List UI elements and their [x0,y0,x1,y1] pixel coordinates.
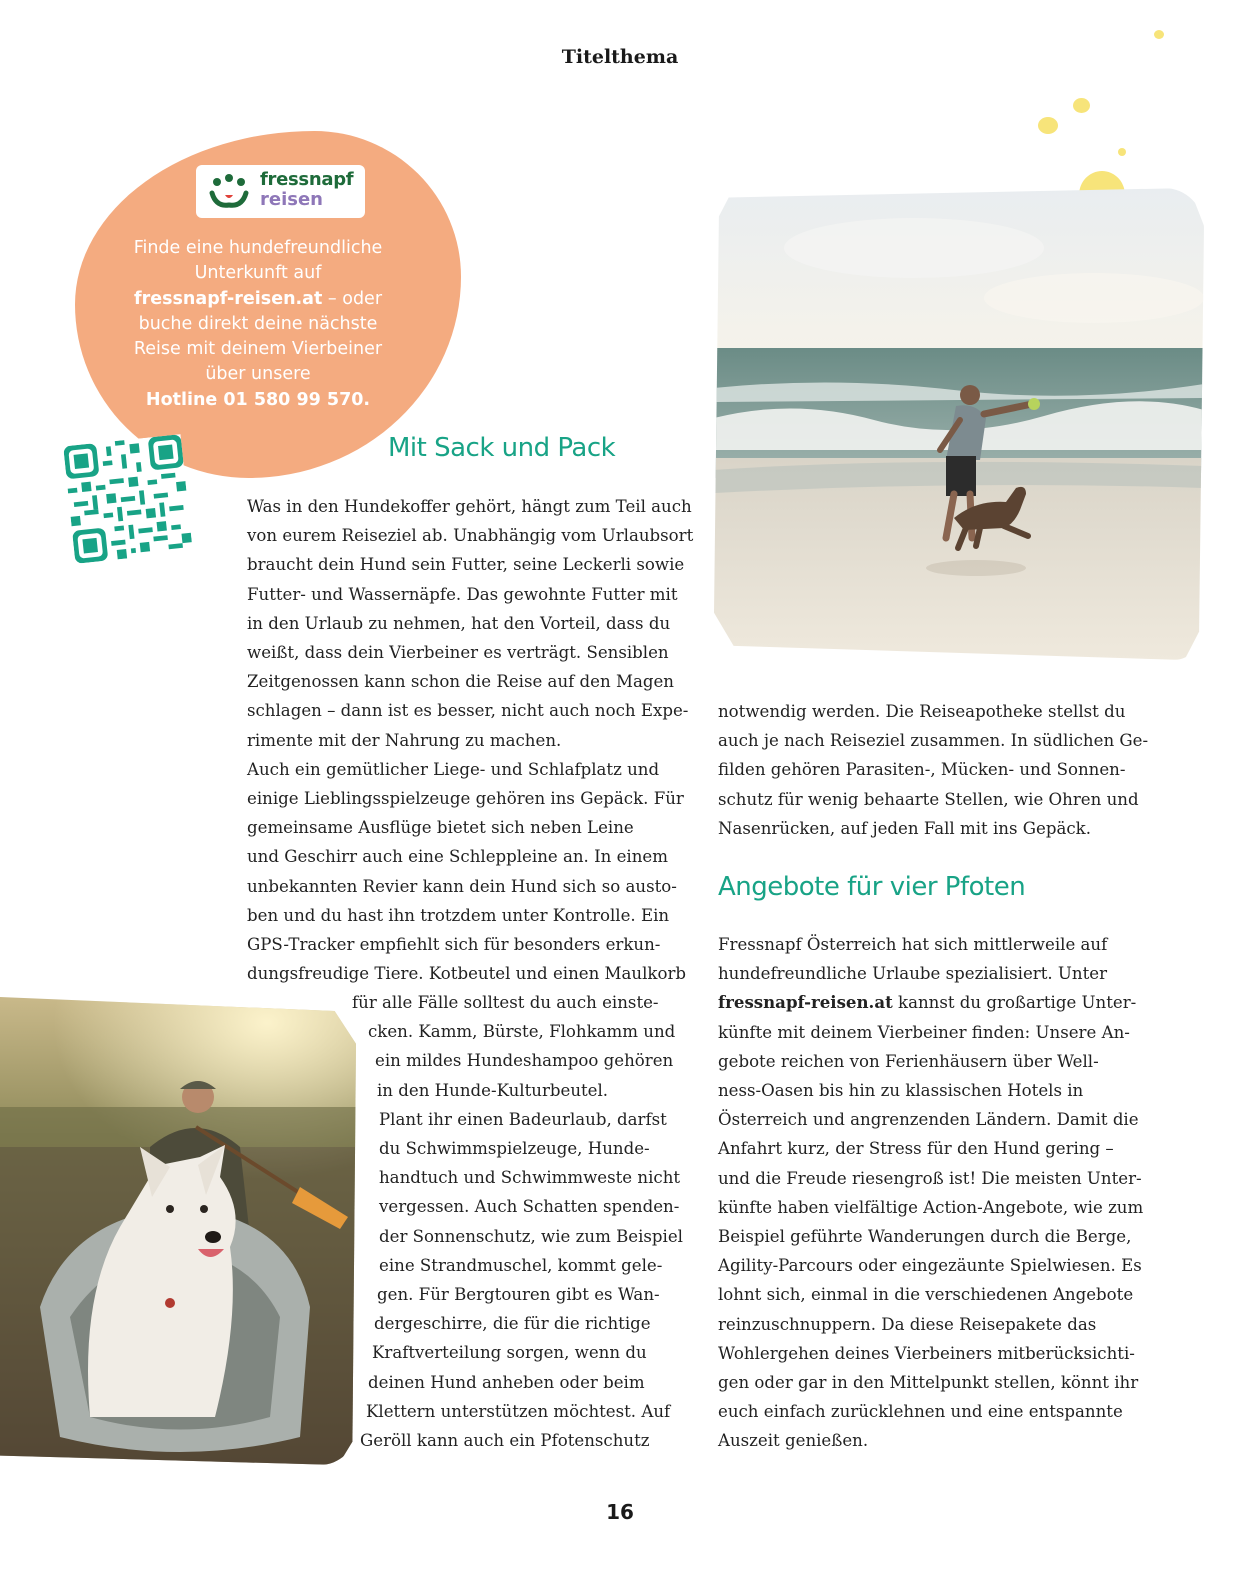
paw-smile-icon [208,173,250,211]
section-label: Titelthema [561,46,679,68]
beach-photo [714,188,1204,660]
kayak-photo [0,997,356,1465]
body-text-offers: Fressnapf Österreich hat sich mittlerweile auf hundefreundliche Urlaube spezialisiert. Unter fressnapf-reisen.at kannst du großartige Unter- künfte mit deinem Vierbeiner finden: Unsere An- gebote reichen von Ferienhäusern über Well- ness-Oasen bis hin zu klassischen Hotels in Österreich und angrenzenden Ländern. Damit die Anfahrt kurz, der Stress für den Hund gering – und die Freude riesengroß ist! Die meisten Unter- künfte haben vielfältige Action-Angebote, wie zum Beispiel geführte Wanderungen durch die Berge, Agility-Parcours oder eingezäunte Spielwiesen. Es lohnt sich, einmal in die verschiedenen Angebote reinzuschnuppern. Da diese Reisepakete das Wohlergehen deines Vierbeiners mitberücksichti- gen oder gar in den Mittelpunkt stellen, könnt ihr euch einfach zurücklehnen und eine entspannte Auszeit genießen. [718,935,1144,1451]
decor-dot [1118,148,1126,156]
body-text-column: Was in den Hundekoffer gehört, hängt zum Teil auch von eurem Reiseziel ab. Unabhängig vom Urlaubsort braucht dein Hund sein Futter, seine Leckerli sowie Futter- und Wassernäpfe. Das gewohnte Futter mit in den Urlaub zu nehmen, hat den Vorteil, dass du weißt, dass dein Vierbeiner es verträgt. Sensiblen Zeitgenossen kann schon die Reise auf den Magen schlagen – dann ist es besser, nicht auch noch Expe- rimente mit der Nahrung zu machen. Auch ein gemütlicher Liege- und Schlafplatz und einige Lieblingsspielzeuge gehören ins Gepäck. Für gemeinsame Ausflüge bietet sich neben Leine und Geschirr auch eine Schleppleine an. In einem unbekannten Revier kann dein Hund sich so austo- ben und du hast ihn trotzdem unter Kontrolle. Ein GPS-Tracker empfiehlt sich für besonders erkun- dungsfreudige Tiere. Kotbeutel und einen Maulkorb [247,497,694,984]
offers-link[interactable]: fressnapf-reisen.at [718,992,893,1013]
brand-sub: reisen [260,189,323,210]
kayak-dog-image [0,997,356,1465]
beach-dog-image [714,188,1204,660]
body-text-wrap: für alle Fälle solltest du auch einste- cken. Kamm, Bürste, Flohkamm und ein mildes Hundeshampoo gehören in den Hunde-Kulturbeutel. Plant ihr einen Badeurlaub, darfst du Schwimmspielzeuge, Hunde- handtuch und Schwimmweste nicht vergessen. Auch Schatten spenden- der Sonnenschutz, wie zum Beispiel eine Strandmuschel, kommt gele- gen. Für Bergtouren gibt es Wan- dergeschirre, die für die richtige Kraftverteilung sorgen, wenn du deinen Hund anheben oder beim Klettern unterstützen möchtest. Auf Geröll kann auch ein Pfotenschutz [352,993,683,1451]
promo-text: Finde eine hundefreundliche Unterkunft auf fressnapf-reisen.at – oder buche direkt deine nächste Reise mit deinem Vierbeiner über unsere Hotline 01 580 99 570. [133,238,383,410]
decor-dot [1073,98,1090,113]
section-heading-offers: Angebote für vier Pfoten [718,872,1026,902]
section-heading: Mit Sack und Pack [388,433,616,463]
brand-logo[interactable] [196,165,365,218]
brand-name: fressnapf [260,169,354,190]
promo-link[interactable]: fressnapf-reisen.at [133,288,323,309]
decor-dot [1038,117,1058,134]
hotline-text: Hotline 01 580 99 570. [145,389,371,410]
decor-dot [1154,30,1164,39]
body-text-continued: notwendig werden. Die Reiseapotheke stellst du auch je nach Reiseziel zusammen. In südlichen Ge- filden gehören Parasiten-, Mücken- und Sonnen- schutz für wenig behaarte Stellen, wie Ohren und Nasenrücken, auf jeden Fall mit ins Gepäck. [718,702,1149,838]
page-number: 16 [606,1500,634,1524]
qr-code-icon[interactable] [63,434,193,564]
